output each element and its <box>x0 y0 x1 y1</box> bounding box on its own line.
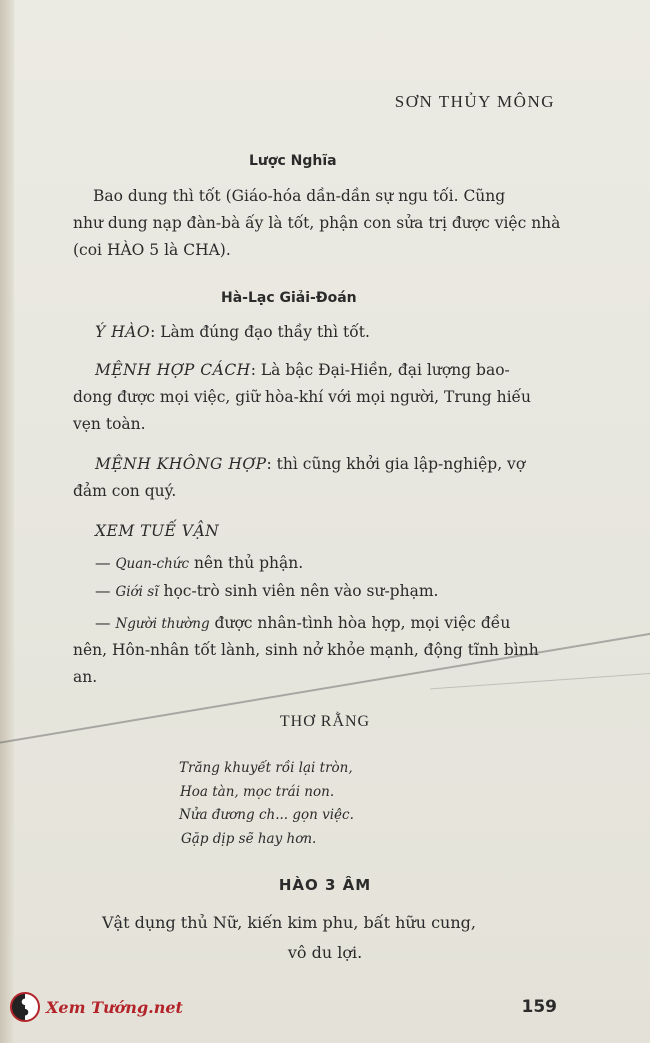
paper-crease <box>430 672 650 690</box>
hao-3-line: Vật dụng thủ Nữ, kiến kim phu, bất hữu cung, <box>102 913 476 932</box>
text-line: Bao dung thì tốt (Giáo-hóa dần-dần sự ngu tối. Cũng <box>93 187 506 205</box>
menh-hop-label: MỆNH HỢP CÁCH <box>95 361 251 379</box>
y-hao-text: : Làm đúng đạo thầy thì tốt. <box>150 323 370 341</box>
tue-van-item <box>95 579 438 604</box>
tue-van-item <box>95 551 303 576</box>
text-line: an. <box>73 668 98 686</box>
item-label: Giới sĩ <box>115 584 159 600</box>
menh-hop-line-1 <box>95 358 510 382</box>
page-number: 159 <box>521 997 557 1017</box>
poem-heading: THƠ RẰNG <box>279 713 371 730</box>
dash: — <box>95 614 116 632</box>
dash: — <box>95 582 116 600</box>
text-line: đảm con quý. <box>73 482 177 500</box>
poem-line: Nửa đương ch... gọn việc. <box>179 807 354 823</box>
item-text: nên thủ phận. <box>189 554 304 572</box>
xem-tue-van-heading: XEM TUẾ VẬN <box>95 522 220 540</box>
text-line: (coi HÀO 5 là CHA). <box>73 241 231 259</box>
text-line: dong được mọi việc, giữ hòa-khí với mọi người, Trung hiếu <box>73 388 532 406</box>
poem-line: Hoa tàn, mọc trái non. <box>180 784 335 800</box>
item-label: Người thường <box>115 616 210 632</box>
menh-khong-label: MỆNH KHÔNG HỢP <box>95 455 267 473</box>
text-line: nên, Hôn-nhân tốt lành, sinh nở khỏe mạnh, động tĩnh bình <box>73 641 539 659</box>
section-heading-luoc-nghia: Lược Nghĩa <box>249 153 337 169</box>
text-line: vẹn toàn. <box>73 415 146 433</box>
text-line: như dung nạp đàn-bà ấy là tốt, phận con sửa trị được việc nhà <box>73 214 561 232</box>
poem-line: Gặp dịp sẽ hay hơn. <box>181 831 317 847</box>
brand-name: Xem Tướng.net <box>46 997 183 1017</box>
section-heading-ha-lac: Hà-Lạc Giải-Đoán <box>221 290 357 306</box>
menh-khong-line-1 <box>95 452 525 476</box>
y-hao-line <box>95 320 370 344</box>
hao-3-heading: HÀO 3 ÂM <box>278 876 372 894</box>
tue-van-item <box>95 611 510 636</box>
running-header: SƠN THỦY MÔNG <box>394 92 555 111</box>
hao-3-line: vô du lợi. <box>287 943 363 962</box>
menh-hop-text: : Là bậc Đại-Hiền, đại lượng bao- <box>250 361 510 379</box>
item-label: Quan-chức <box>115 556 190 572</box>
item-text: học-trò sinh viên nên vào sư-phạm. <box>158 582 439 600</box>
menh-khong-text: : thì cũng khởi gia lập-nghiệp, vợ <box>266 455 526 473</box>
y-hao-label: Ý HÀO <box>95 323 151 341</box>
watermark-logo <box>10 992 183 1022</box>
poem-line: Trăng khuyết rồi lại tròn, <box>179 760 353 776</box>
dash: — <box>95 554 116 572</box>
yin-yang-icon <box>10 992 40 1022</box>
item-text: được nhân-tình hòa hợp, mọi việc đều <box>209 614 511 632</box>
